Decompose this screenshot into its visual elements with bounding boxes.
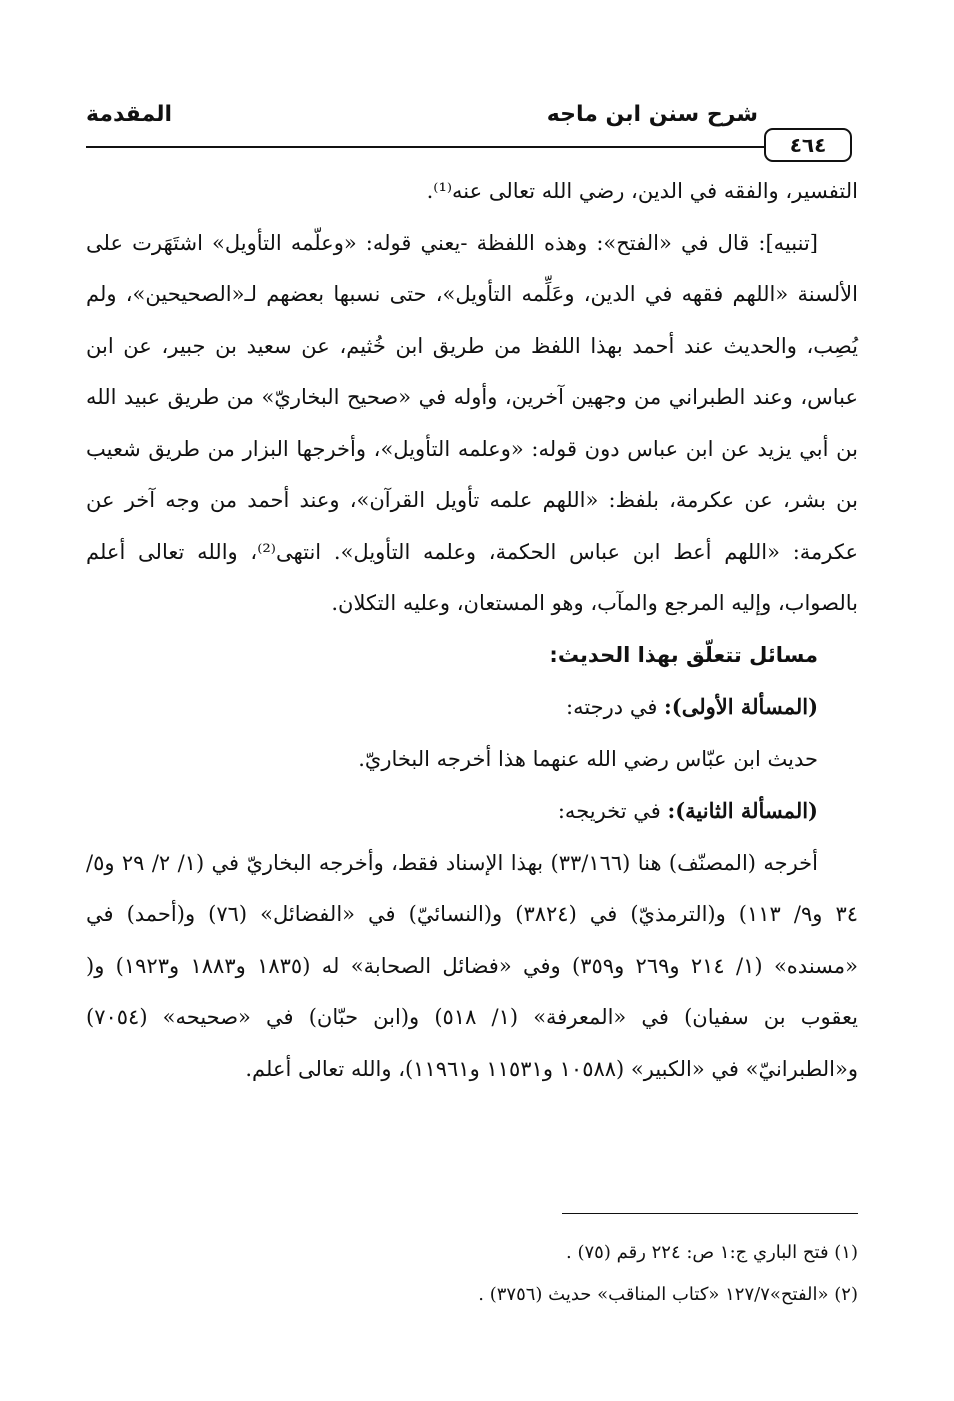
footnote-rule [562, 1213, 858, 1214]
issue-two-header [86, 785, 858, 838]
issue-two-label: (المسألة الثانية): [667, 798, 818, 823]
paragraph-continuation: التفسير، والفقه في الدين، رضي الله تعالى عنه⁽¹⁾. [426, 179, 858, 203]
section-title: المقدمة [86, 102, 173, 127]
issues-heading: مسائل تتعلّق بهذا الحديث: [549, 642, 818, 667]
issue-one-label: (المسألة الأولى): [664, 694, 818, 719]
running-title: شرح سنن ابن ماجه [546, 102, 758, 127]
issue-two-text: أخرجه (المصنّف) هنا (٣٣/١٦٦) بهذا الإسناد فقط، وأخرجه البخاريّ في (١/ ٢/ ٢٩ و٥/ ٣٤ و٩/ ١١٣) و(الترمذيّ) في (٣٨٢٤) و(النسائيّ) في «الفضائل» (٧٦) و(أحمد) في «مسنده» (١/ ٢١٤ و٢٦٩ و٣٥٩) وفي «فضائل الصحابة» له (١٨٣٥ و١٨٨٣ و١٩٢٣) و( يعقوب بن سفيان) في «المعرفة» (١/ ٥١٨) و(ابن حبّان) في «صحيحه» (٧٠٥٤) و«الطبرانيّ» في «الكبير» (١٠٥٨٨ و١١٥٣١ و١١٩٦١)، والله تعالى أعلم. [86, 850, 858, 1081]
page-number: ٤٦٤ [764, 128, 852, 162]
footnote-1: (١) فتح الباري ج:١ ص: ٢٢٤ رقم (٧٥) . [566, 1242, 858, 1263]
issue-two-title: في تخريجه: [557, 799, 668, 823]
issue-one-header [86, 681, 858, 734]
footnotes [86, 1232, 858, 1316]
main-text [86, 166, 858, 1095]
footnote-2: (٢) «الفتح»١٢٧/٧ «كتاب المناقب» حديث (٣٧٥٦) . [478, 1284, 858, 1305]
issue-one-text: حديث ابن عبّاس رضي الله عنهما هذا أخرجه البخاريّ. [358, 746, 818, 771]
issue-one-title: في درجته: [566, 695, 665, 719]
paragraph-note: [تنبيه]: قال في «الفتح»: وهذه اللفظة -يعني قوله: «وعلّمه التأويل» اشتَهَرت على الألسنة «اللهم فقهه في الدين، وعَلِّمه التأويل»، حتى نسبها بعضهم لـ«الصحيحين»، ولم يُصِب، والحديث عند أحمد بهذا اللفظ من طريق ابن خُثيم، عن سعيد بن جبير، عن ابن عباس، وعند الطبراني من وجهين آخرين، وأوله في «صحيح البخاريّ» من طريق عبيد الله بن أبي يزيد عن ابن عباس دون قوله: «وعلمه التأويل»، وأخرجها البزار من طريق شعيب بن بشر، عن عكرمة، بلفظ: «اللهم علمه تأويل القرآن»، وعند أحمد من وجه آخر عن عكرمة: «اللهم أعط ابن عباس الحكمة، وعلمه التأويل». انتهى⁽²⁾، والله تعالى أعلم بالصواب، وإليه المرجع والمآب، وهو المستعان، وعليه التكلان. [86, 230, 858, 615]
header-rule [86, 146, 766, 148]
